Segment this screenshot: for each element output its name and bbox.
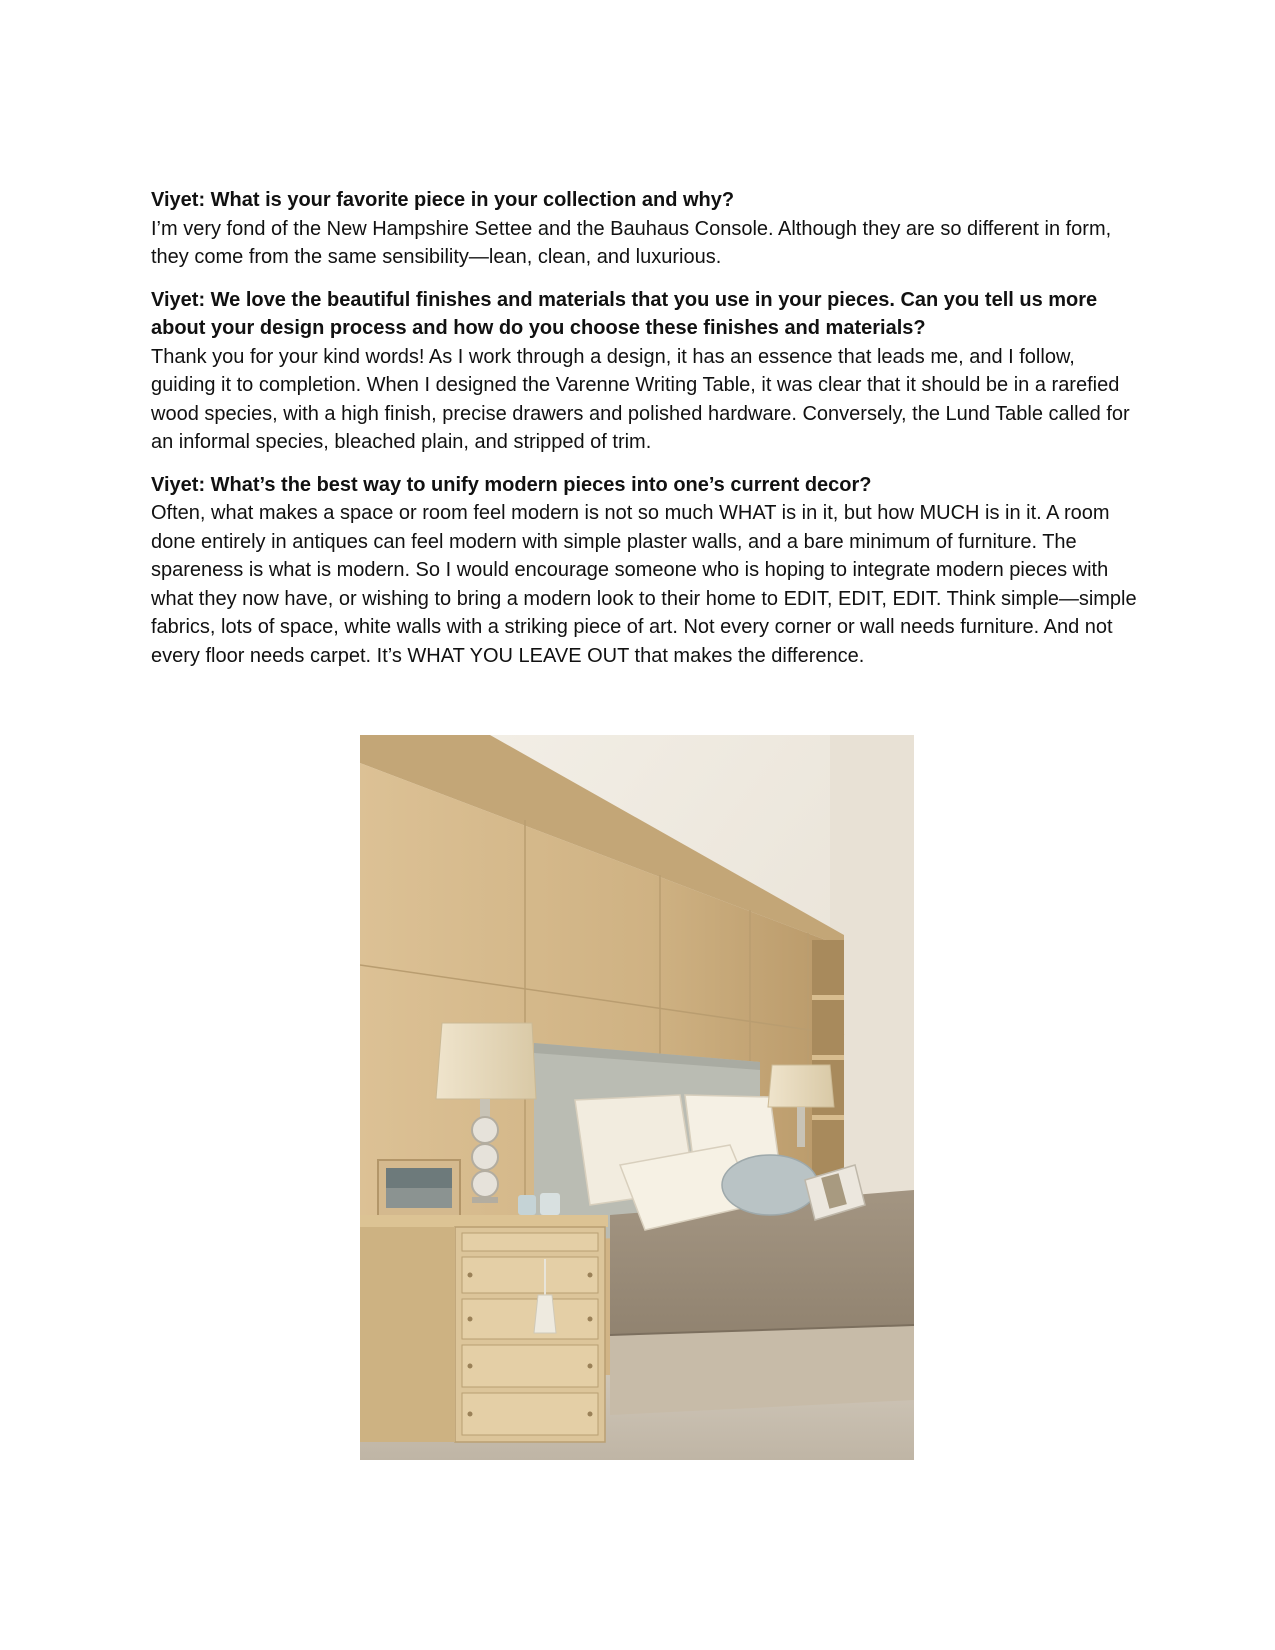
drawer-5	[462, 1393, 598, 1435]
drawer-4	[462, 1345, 598, 1387]
lamp-base-left-2	[472, 1144, 498, 1170]
drawer-3	[462, 1299, 598, 1339]
question-3: Viyet: What’s the best way to unify modern pieces into one’s current decor?	[151, 473, 872, 496]
tassel	[534, 1295, 556, 1333]
bed-base	[610, 1325, 914, 1415]
lamp-base-left-3	[472, 1171, 498, 1197]
lamp-base-left-1	[472, 1117, 498, 1143]
qa-block-3	[151, 471, 1141, 671]
drawer-1	[462, 1233, 598, 1251]
qa-block-1	[151, 186, 1141, 272]
pillow-blue	[722, 1155, 818, 1215]
lamp-shade-right	[768, 1065, 834, 1107]
answer-3: Often, what makes a space or room feel modern is not so much WHAT is in it, but how MUCH is in it. A room done entirely in antiques can feel modern with simple plaster walls, and a bare minimum of furniture. The spareness is what is modern. So I would encourage someone who is hoping to integrate modern pieces with what they now have, or wishing to bring a modern look to their home to EDIT, EDIT, EDIT. Think simple—simple fabrics, lots of space, white walls with a striking piece of art. Not every corner or wall needs furniture. And not every floor needs carpet. It’s WHAT YOU LEAVE OUT that makes the difference.	[151, 502, 1137, 667]
nightstand-top	[360, 1215, 608, 1227]
drawer-2	[462, 1257, 598, 1293]
answer-1: I’m very fond of the New Hampshire Settee and the Bauhaus Console. Although they are so different in form, they come from the same sensibility—lean, clean, and luxurious.	[151, 217, 1112, 268]
interview-text	[151, 186, 1141, 684]
bedroom-photo	[360, 735, 914, 1460]
question-1: Viyet: What is your favorite piece in your collection and why?	[151, 189, 735, 211]
qa-block-2	[151, 286, 1141, 457]
lamp-shade-left	[436, 1023, 536, 1099]
answer-2: Thank you for your kind words! As I work through a design, it has an essence that leads me, and I follow, guiding it to completion. When I designed the Varenne Writing Table, it was clear that it should be in a rarefied wood species, with a high finish, precise drawers and polished hardware. Conversely, the Lund Table called for an informal species, bleached plain, and stripped of trim.	[151, 345, 1130, 453]
question-2: Viyet: We love the beautiful finishes and materials that you use in your pieces. Can you tell us more about your design process and how do you choose these finishes and materials?	[151, 288, 1098, 339]
